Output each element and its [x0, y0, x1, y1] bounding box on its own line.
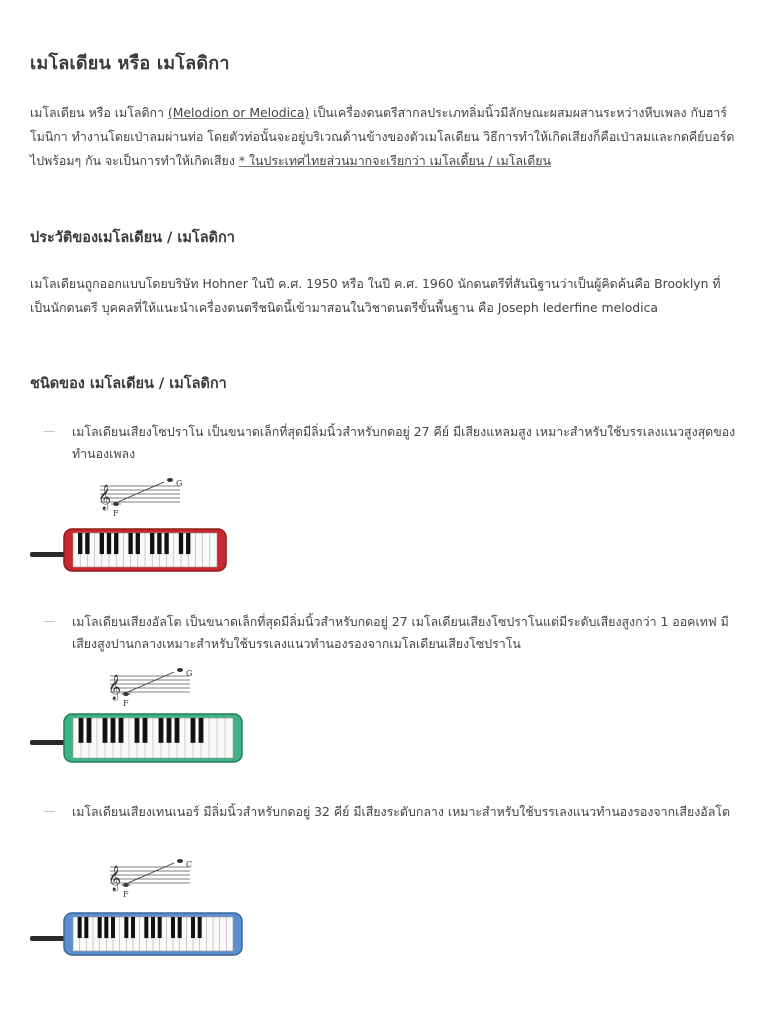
black-key	[131, 917, 135, 938]
mouthpiece-tube	[30, 936, 66, 941]
black-key	[157, 533, 161, 554]
history-paragraph: เมโลเดียนถูกออกแบบโดยบริษัท Hohner ในปี ค.ศ. 1950 หรือ ในปี ค.ศ. 1960 นักดนตรีที่สันนิฐานว่าเป็นผู้คิดค้นคือ Brooklyn ที่เป็นนักดนตรี บุคคลที่ให้แนะนำเครื่องดนตรีชนิดนี้เข้ามาสอนในวิชาดนตรีขั้นพื้นฐาน คือ Joseph lederfine melodica	[30, 276, 721, 315]
melodica-image-tenor	[30, 909, 246, 959]
intro-lead: เมโลเดียน หรือ เมโลดิกา	[30, 105, 168, 120]
black-key	[143, 718, 148, 743]
black-key	[100, 533, 104, 554]
type-item-soprano	[30, 421, 745, 518]
list-dash	[44, 621, 55, 622]
list-dash	[44, 811, 55, 812]
black-key	[111, 718, 116, 743]
pitch-range-staff	[106, 666, 226, 708]
black-key	[124, 917, 128, 938]
black-key	[79, 718, 84, 743]
black-key	[111, 917, 115, 938]
low-note-label: F	[123, 699, 129, 708]
black-key	[85, 533, 89, 554]
high-note-label: G	[186, 669, 193, 678]
high-note-label: G	[176, 479, 183, 488]
mouthpiece-tube	[30, 740, 66, 745]
black-key	[186, 533, 190, 554]
black-key	[151, 917, 155, 938]
black-key	[178, 917, 182, 938]
melodica-image-soprano	[30, 525, 230, 575]
black-key	[107, 533, 111, 554]
black-key	[150, 533, 154, 554]
intro-paragraph	[30, 101, 735, 173]
black-key	[136, 533, 140, 554]
black-key	[191, 917, 195, 938]
type-description: เมโลเดียนเสียงเทนเนอร์ มีลิ่มนิ้วสำหรับกดอยู่ 32 คีย์ มีเสียงระดับกลาง เหมาะสำหรับใช้บรรเลงแนวทำนองรองจากเสียงอัลโต	[72, 804, 730, 819]
black-key	[119, 718, 124, 743]
history-heading: ประวัติของเมโลเดียน / เมโลดิกา	[30, 230, 235, 246]
black-key	[87, 718, 92, 743]
black-key	[98, 917, 102, 938]
intro-note-link[interactable]: * ในประเทศไทยส่วนมากจะเรียกว่า เมโลเดี้ยน / เมโลเดียน	[238, 153, 551, 168]
black-key	[199, 718, 204, 743]
types-heading: ชนิดของ เมโลเดียน / เมโลดิกา	[30, 376, 227, 392]
type-description: เมโลเดียนเสียงอัลโต เป็นขนาดเล็กที่สุดมีลิ่มนิ้วสำหรับกดอยู่ 27 เมโลเดียนเสียงโซปราโนแต่มีระดับเสียงสูงกว่า 1 ออคเทฟ มีเสียงสูงปานกลางเหมาะสำหรับใช้บรรเลงแนวทำนองรองจากเมโลเดียนเสียงโซปราโน	[72, 614, 729, 651]
black-key	[159, 718, 164, 743]
range-slash	[128, 863, 174, 883]
intro-body: เป็นเครื่องดนตรีสากลประเภทลิ่มนิ้วมีลักษณะผสมผสานระหว่างหีบเพลง กับฮาร์โมนิกา ทำงานโดยเป่าลมผ่านท่อ โดยตัวท่อนั้นจะอยู่บริเวณด้านข้างของตัวเมโลเดียน วิธีการทำให้เกิดเสียงก็คือเป่าลมและกดคีย์บอร์ดไปพร้อมๆ กัน จะเป็นการทำให้เกิดเสียง	[30, 105, 735, 168]
black-key	[144, 917, 148, 938]
pitch-range-staff	[96, 476, 216, 518]
page-title: เมโลเดียน หรือ เมโลดิกา	[30, 53, 230, 74]
black-key	[158, 917, 162, 938]
black-key	[167, 718, 172, 743]
black-key	[78, 533, 82, 554]
treble-clef-icon: 𝄞	[108, 675, 122, 700]
black-key	[128, 533, 132, 554]
low-note-label: F	[123, 890, 129, 899]
black-key	[103, 718, 108, 743]
high-note-head	[177, 668, 183, 672]
intro-english-name-link[interactable]: (Melodion or Melodica)	[167, 105, 310, 120]
high-note-head	[177, 859, 183, 863]
pitch-range-staff	[106, 857, 226, 901]
range-slash	[128, 672, 174, 692]
black-key	[164, 533, 168, 554]
list-dash	[44, 431, 55, 432]
black-key	[135, 718, 140, 743]
black-key	[114, 533, 118, 554]
type-description: เมโลเดียนเสียงโซปราโน เป็นขนาดเล็กที่สุดมีลิ่มนิ้วสำหรับกดอยู่ 27 คีย์ มีเสียงแหลมสูง เหมาะสำหรับใช้บรรเลงแนวสูงสุดของทำนองเพลง	[72, 424, 736, 461]
black-key	[171, 917, 175, 938]
melodica-image-alto	[30, 710, 246, 766]
black-key	[175, 718, 180, 743]
treble-clef-icon: 𝄞	[98, 485, 112, 510]
low-note-label: F	[113, 509, 119, 518]
treble-clef-icon: 𝄞	[108, 866, 122, 891]
black-key	[198, 917, 202, 938]
mouthpiece-tube	[30, 552, 66, 557]
black-key	[191, 718, 196, 743]
range-slash	[118, 482, 164, 502]
black-key	[78, 917, 82, 938]
black-key	[84, 917, 88, 938]
high-note-label: C	[186, 860, 193, 869]
type-item-tenor	[30, 801, 745, 899]
high-note-head	[167, 478, 173, 482]
black-key	[179, 533, 183, 554]
black-key	[104, 917, 108, 938]
type-item-alto	[30, 611, 745, 708]
